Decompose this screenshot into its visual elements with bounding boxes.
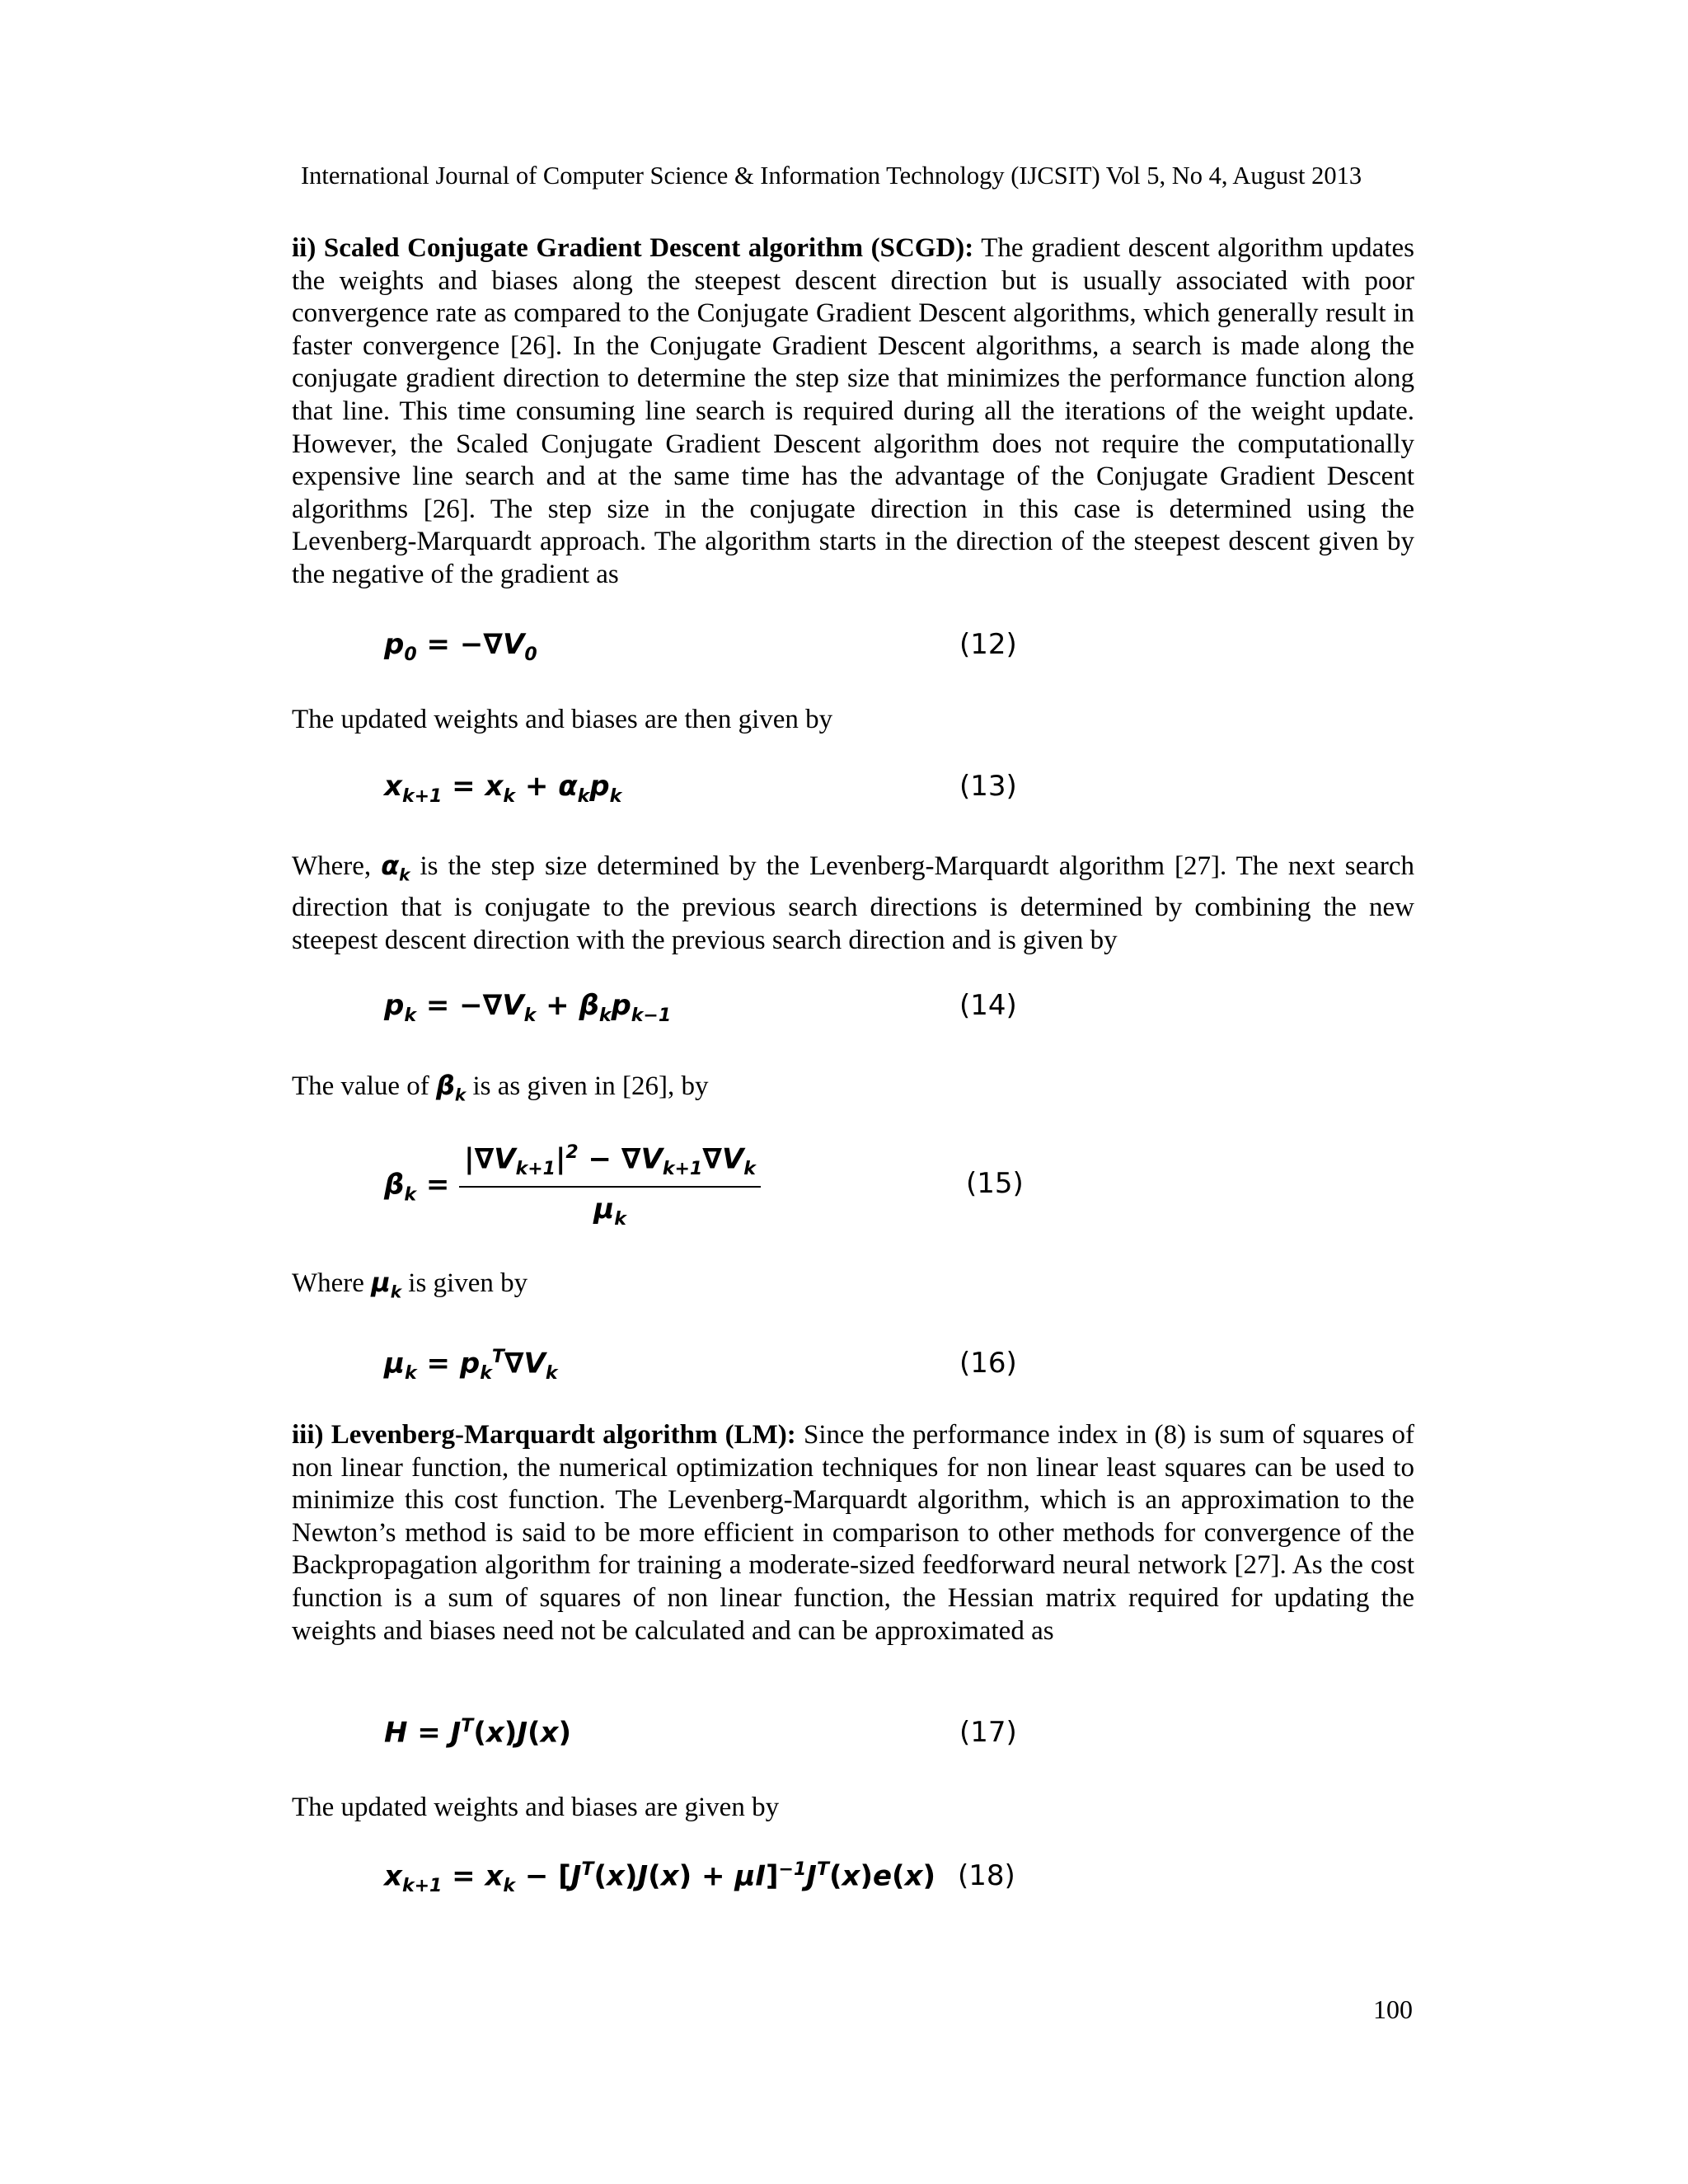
value-beta-paragraph <box>292 1070 708 1104</box>
mu-k-symbol: $\mu_k$ <box>371 1267 402 1302</box>
scgd-heading: ii) Scaled Conjugate Gradient Descent algorithm (SCGD): <box>292 233 974 263</box>
where-mu-suffix: is given by <box>408 1268 528 1298</box>
scgd-text: The gradient descent algorithm updates the weights and biases along the steepest descent direction but is usually associated with poor convergence rate as compared to the Conjugate Gradient Descent algorithms, which generally result in faster convergence [26]. In the Conjugate Gradient Descent algorithms, a search is made along the conjugate gradient direction to determine the step size that minimizes the performance function along that line. This time consuming line search is required during all the iterations of the weight update. However, the Scaled Conjugate Gradient Descent algorithm does not require the computationally expensive line search and at the same time has the advantage of the Conjugate Gradient Descent algorithms [26]. The step size in the conjugate direction in this case is determined using the Levenberg-Marquardt approach. The algorithm starts in the direction of the steepest descent given by the negative of the gradient as <box>292 233 1414 589</box>
alpha-k-symbol: $\alpha_k$ <box>381 850 410 885</box>
where-alpha-rest: is the step size determined by the Levenberg-Marquardt algorithm [27]. The next search direction that is conjugate to the previous search directions is determined by combining the new steepest descent direction with the previous search direction and is given by <box>292 851 1415 955</box>
equation-16: $\mu_k = p_k^T\nabla V_k$ <box>384 1347 558 1385</box>
lm-heading: iii) Levenberg-Marquardt algorithm (LM): <box>292 1420 796 1450</box>
equation-16-number: (16) <box>959 1347 1017 1380</box>
equation-17: $H = J^T(x)J(x)$ <box>384 1716 572 1750</box>
equation-14: $p_k = -\nabla V_k + \beta_kp_{k-1}$ <box>384 989 672 1026</box>
equation-17-number: (17) <box>959 1716 1017 1749</box>
where-alpha-prefix: Where, <box>292 851 372 881</box>
updated-weights-text-2: The updated weights and biases are given by <box>292 1793 780 1822</box>
equation-18: $x_{k+1} = x_k - [J^T(x)J(x) + \mu I]^{-1}J^T(x)e(x)$ <box>384 1859 936 1897</box>
equation-12: $p_0 = -\nabla V_0$ <box>384 628 537 665</box>
equation-15: $\beta_k$ = $\frac{|\nabla V_{k+1}|^2 - \nabla V_{k+1}\nabla V_k}{\mu_k}$ <box>384 1142 761 1230</box>
equation-18-number: (18) <box>958 1859 1015 1892</box>
equation-12-number: (12) <box>959 628 1017 661</box>
where-mu-prefix: Where <box>292 1268 364 1298</box>
value-beta-suffix: is as given in [26], by <box>472 1071 709 1101</box>
value-beta-prefix: The value of <box>292 1071 429 1101</box>
journal-header: International Journal of Computer Science & Information Technology (IJCSIT) Vol 5, No 4, August 2013 <box>301 162 1362 190</box>
lm-text: Since the performance index in (8) is sum of squares of non linear function, the numerical optimization techniques for non linear least squares can be used to minimize this cost function. The Levenberg-Marquardt algorithm, which is an approximation to the Newton’s method is said to be more efficient in comparison to other methods for convergence of the Backpropagation algorithm for training a moderate-sized feedforward neural network [27]. As the cost function is a sum of squares of non linear function, the Hessian matrix required for updating the weights and biases need not be calculated and can be approximated as <box>292 1420 1415 1646</box>
lm-paragraph <box>292 1419 1414 1647</box>
where-mu-paragraph <box>292 1267 528 1301</box>
page-number: 100 <box>1373 1994 1413 2024</box>
equation-13: $x_{k+1} = x_k + \alpha_kp_k$ <box>384 770 622 807</box>
where-alpha-paragraph <box>292 850 1414 957</box>
updated-weights-text-1: The updated weights and biases are then given by <box>292 705 833 734</box>
scgd-paragraph <box>292 232 1414 592</box>
equation-13-number: (13) <box>959 770 1017 803</box>
equation-14-number: (14) <box>959 989 1017 1022</box>
equation-15-number: (15) <box>966 1167 1024 1200</box>
equation-15-fraction: $\frac{|\nabla V_{k+1}|^2 - \nabla V_{k+1}\nabla V_k}{\mu_k}$ <box>459 1142 761 1230</box>
beta-k-symbol: $\beta_k$ <box>436 1070 467 1105</box>
